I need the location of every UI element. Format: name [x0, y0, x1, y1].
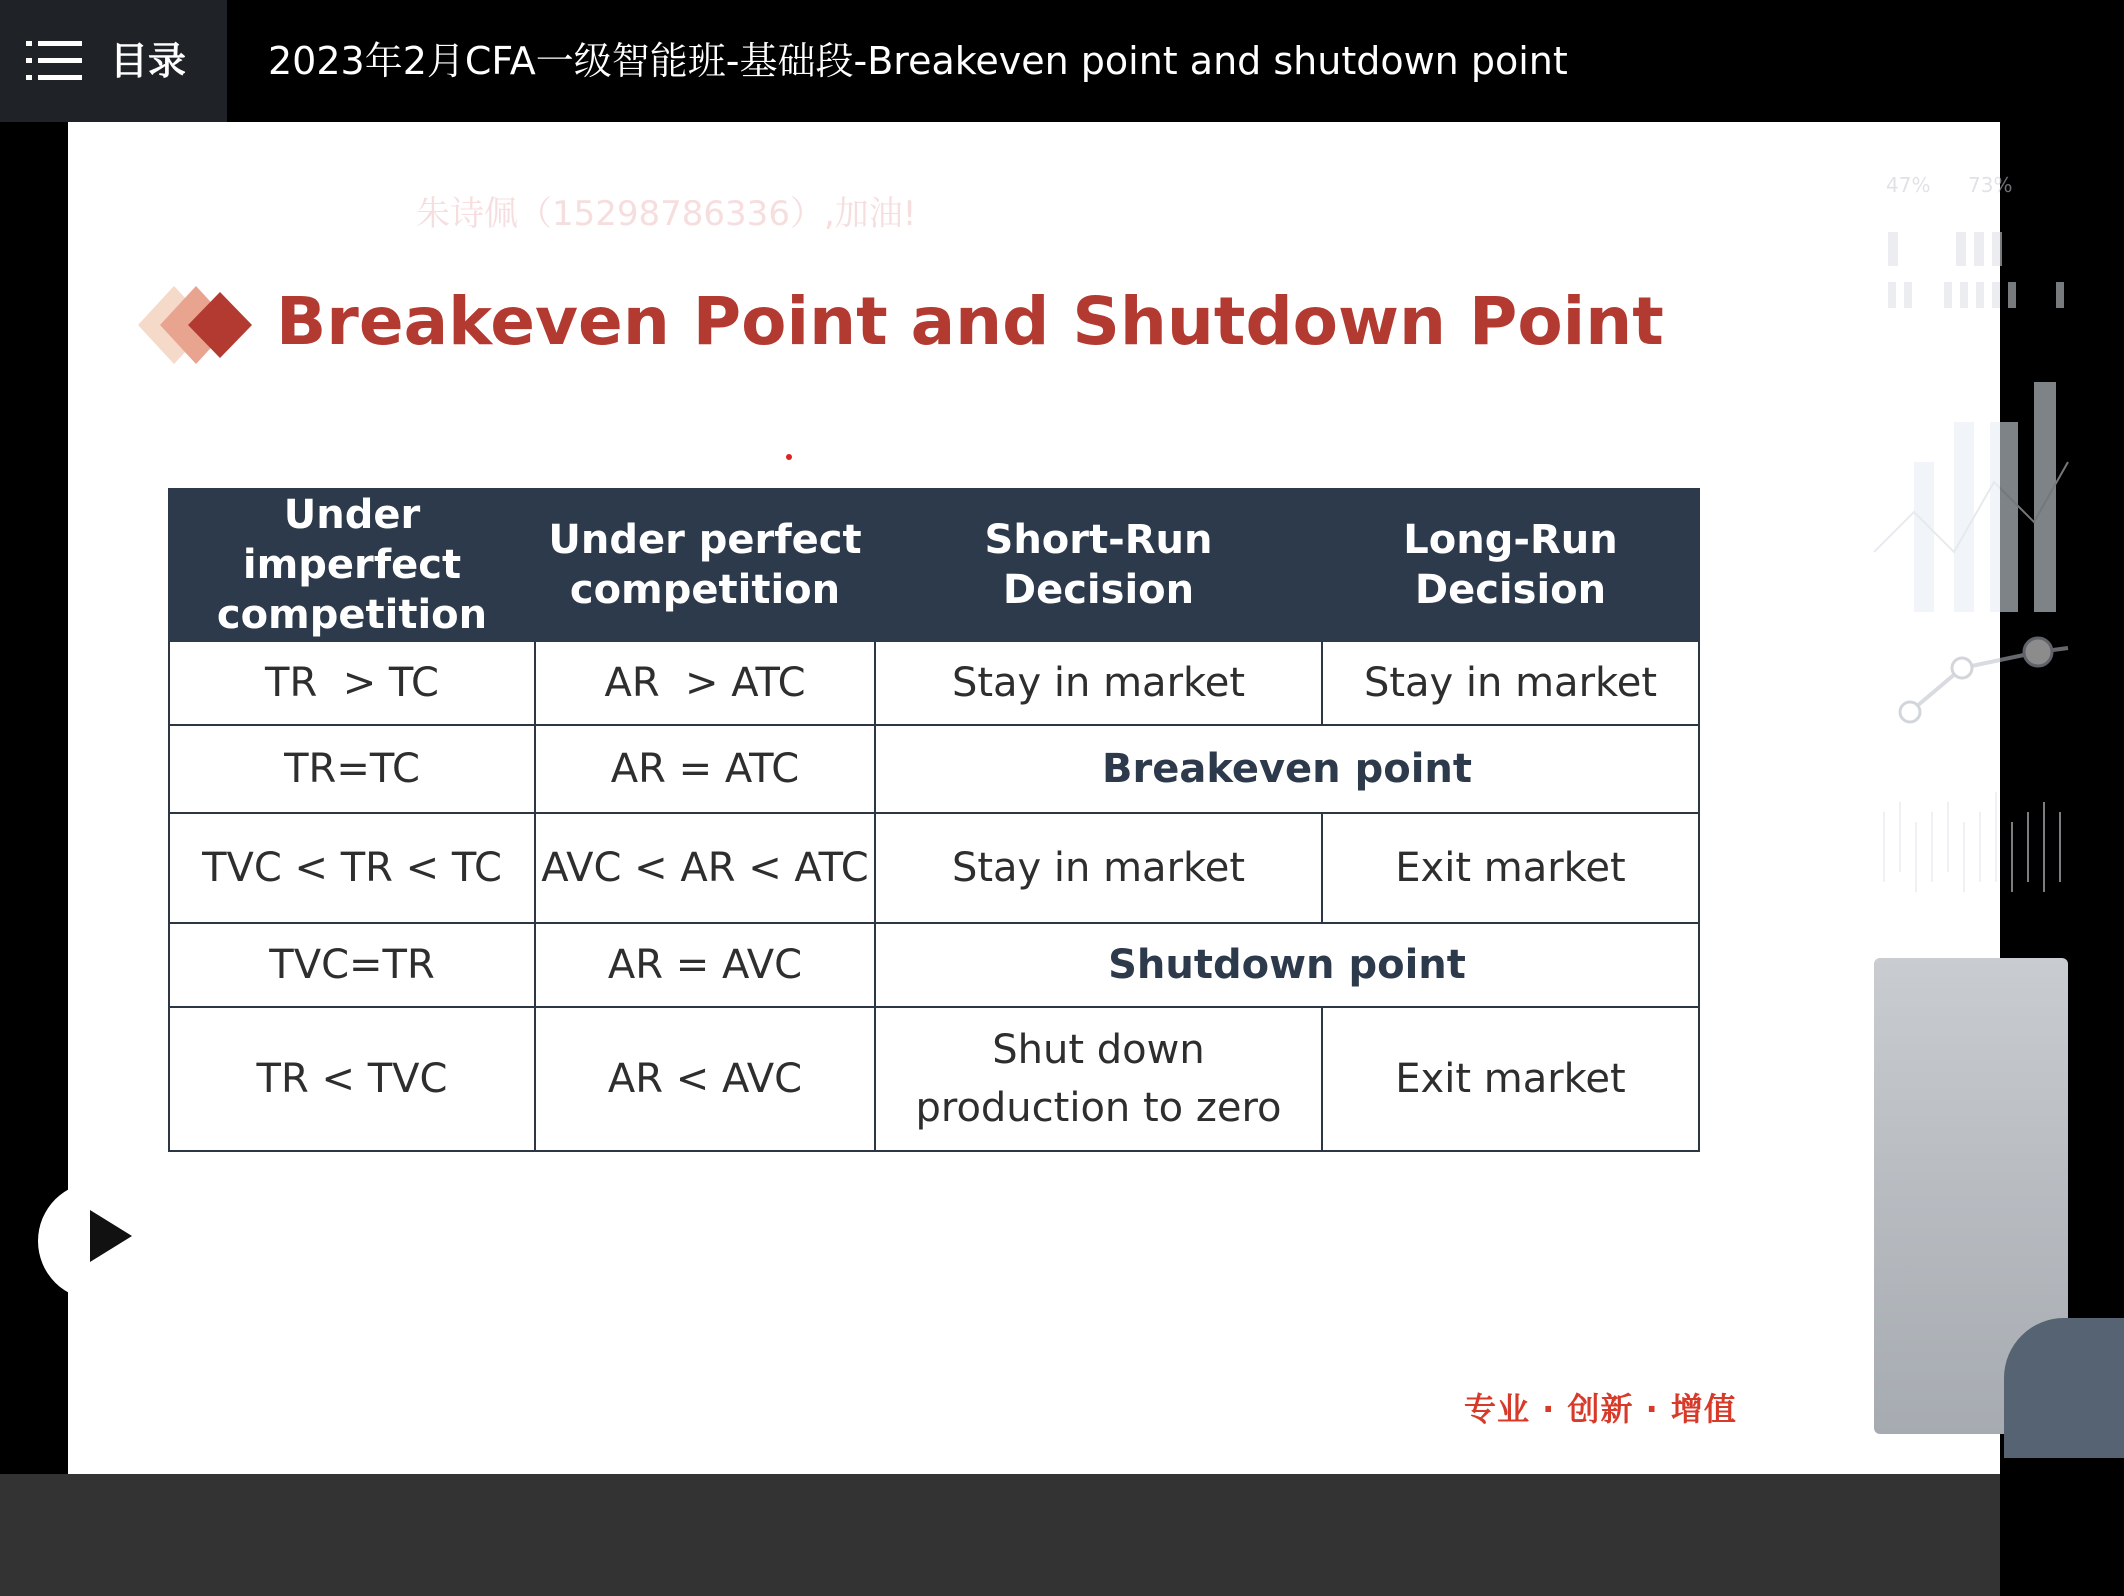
cell-perfect: AR = ATC	[535, 725, 875, 813]
cell-long-run: Exit market	[1322, 813, 1699, 923]
cell-imperfect: TR=TC	[169, 725, 535, 813]
watermark-text: 朱诗佩（15298786336）,加油!	[416, 194, 917, 234]
list-menu-icon	[26, 41, 82, 81]
table-header-row	[169, 489, 1699, 641]
cell-imperfect: TVC=TR	[169, 923, 535, 1007]
cell-perfect: AR < AVC	[535, 1007, 875, 1151]
deco-pct-right: 73%	[1968, 173, 2013, 197]
cell-short-run: Stay in market	[875, 641, 1322, 725]
slogan-text: 专业 · 创新 · 增值	[1464, 1390, 1737, 1428]
cell-short-run-line2: production to zero	[915, 1085, 1282, 1131]
cell-perfect: AR = AVC	[535, 923, 875, 1007]
cell-short-run: Stay in market	[875, 813, 1322, 923]
cell-breakeven-point: Breakeven point	[875, 725, 1699, 813]
table-row	[169, 813, 1699, 923]
header-short-run: Short-Run Decision	[875, 489, 1322, 641]
video-area[interactable]	[0, 122, 2013, 1474]
table-row	[169, 641, 1699, 725]
player-top-bar	[0, 0, 2000, 122]
cell-imperfect: TR > TC	[169, 641, 535, 725]
header-perfect: Under perfect competition	[535, 489, 875, 641]
background-chart-decoration	[1874, 122, 2068, 952]
cell-imperfect: TR < TVC	[169, 1007, 535, 1151]
play-icon	[90, 1210, 132, 1262]
cell-long-run: Exit market	[1322, 1007, 1699, 1151]
cell-perfect: AR > ATC	[535, 641, 875, 725]
cell-short-run-line1: Shut down	[992, 1027, 1205, 1073]
slide-title: Breakeven Point and Shutdown Point	[276, 283, 1664, 360]
presenter-shoulder	[2004, 1318, 2124, 1458]
lecture-slide	[68, 122, 2013, 1474]
player-bottom-bar	[0, 1474, 2000, 1596]
presenter-video	[1874, 958, 2068, 1434]
table-row	[169, 725, 1699, 813]
toc-label: 目录	[110, 39, 187, 83]
cell-perfect: AVC < AR < ATC	[535, 813, 875, 923]
cell-imperfect: TVC < TR < TC	[169, 813, 535, 923]
deco-pct-left: 47%	[1886, 173, 1931, 197]
table-row	[169, 923, 1699, 1007]
cell-shutdown-point: Shutdown point	[875, 923, 1699, 1007]
cell-long-run: Stay in market	[1322, 641, 1699, 725]
pointer-dot	[786, 454, 792, 460]
toc-button[interactable]	[0, 0, 227, 122]
cell-short-run	[875, 1007, 1322, 1151]
table-row	[169, 1007, 1699, 1151]
header-long-run: Long-Run Decision	[1322, 489, 1699, 641]
video-title: 2023年2月CFA一级智能班-基础段-Breakeven point and shutdown point	[268, 39, 1568, 83]
diamond-logo-icon	[138, 280, 268, 370]
header-imperfect: Under imperfect competition	[169, 489, 535, 641]
decision-table	[168, 488, 1700, 1152]
